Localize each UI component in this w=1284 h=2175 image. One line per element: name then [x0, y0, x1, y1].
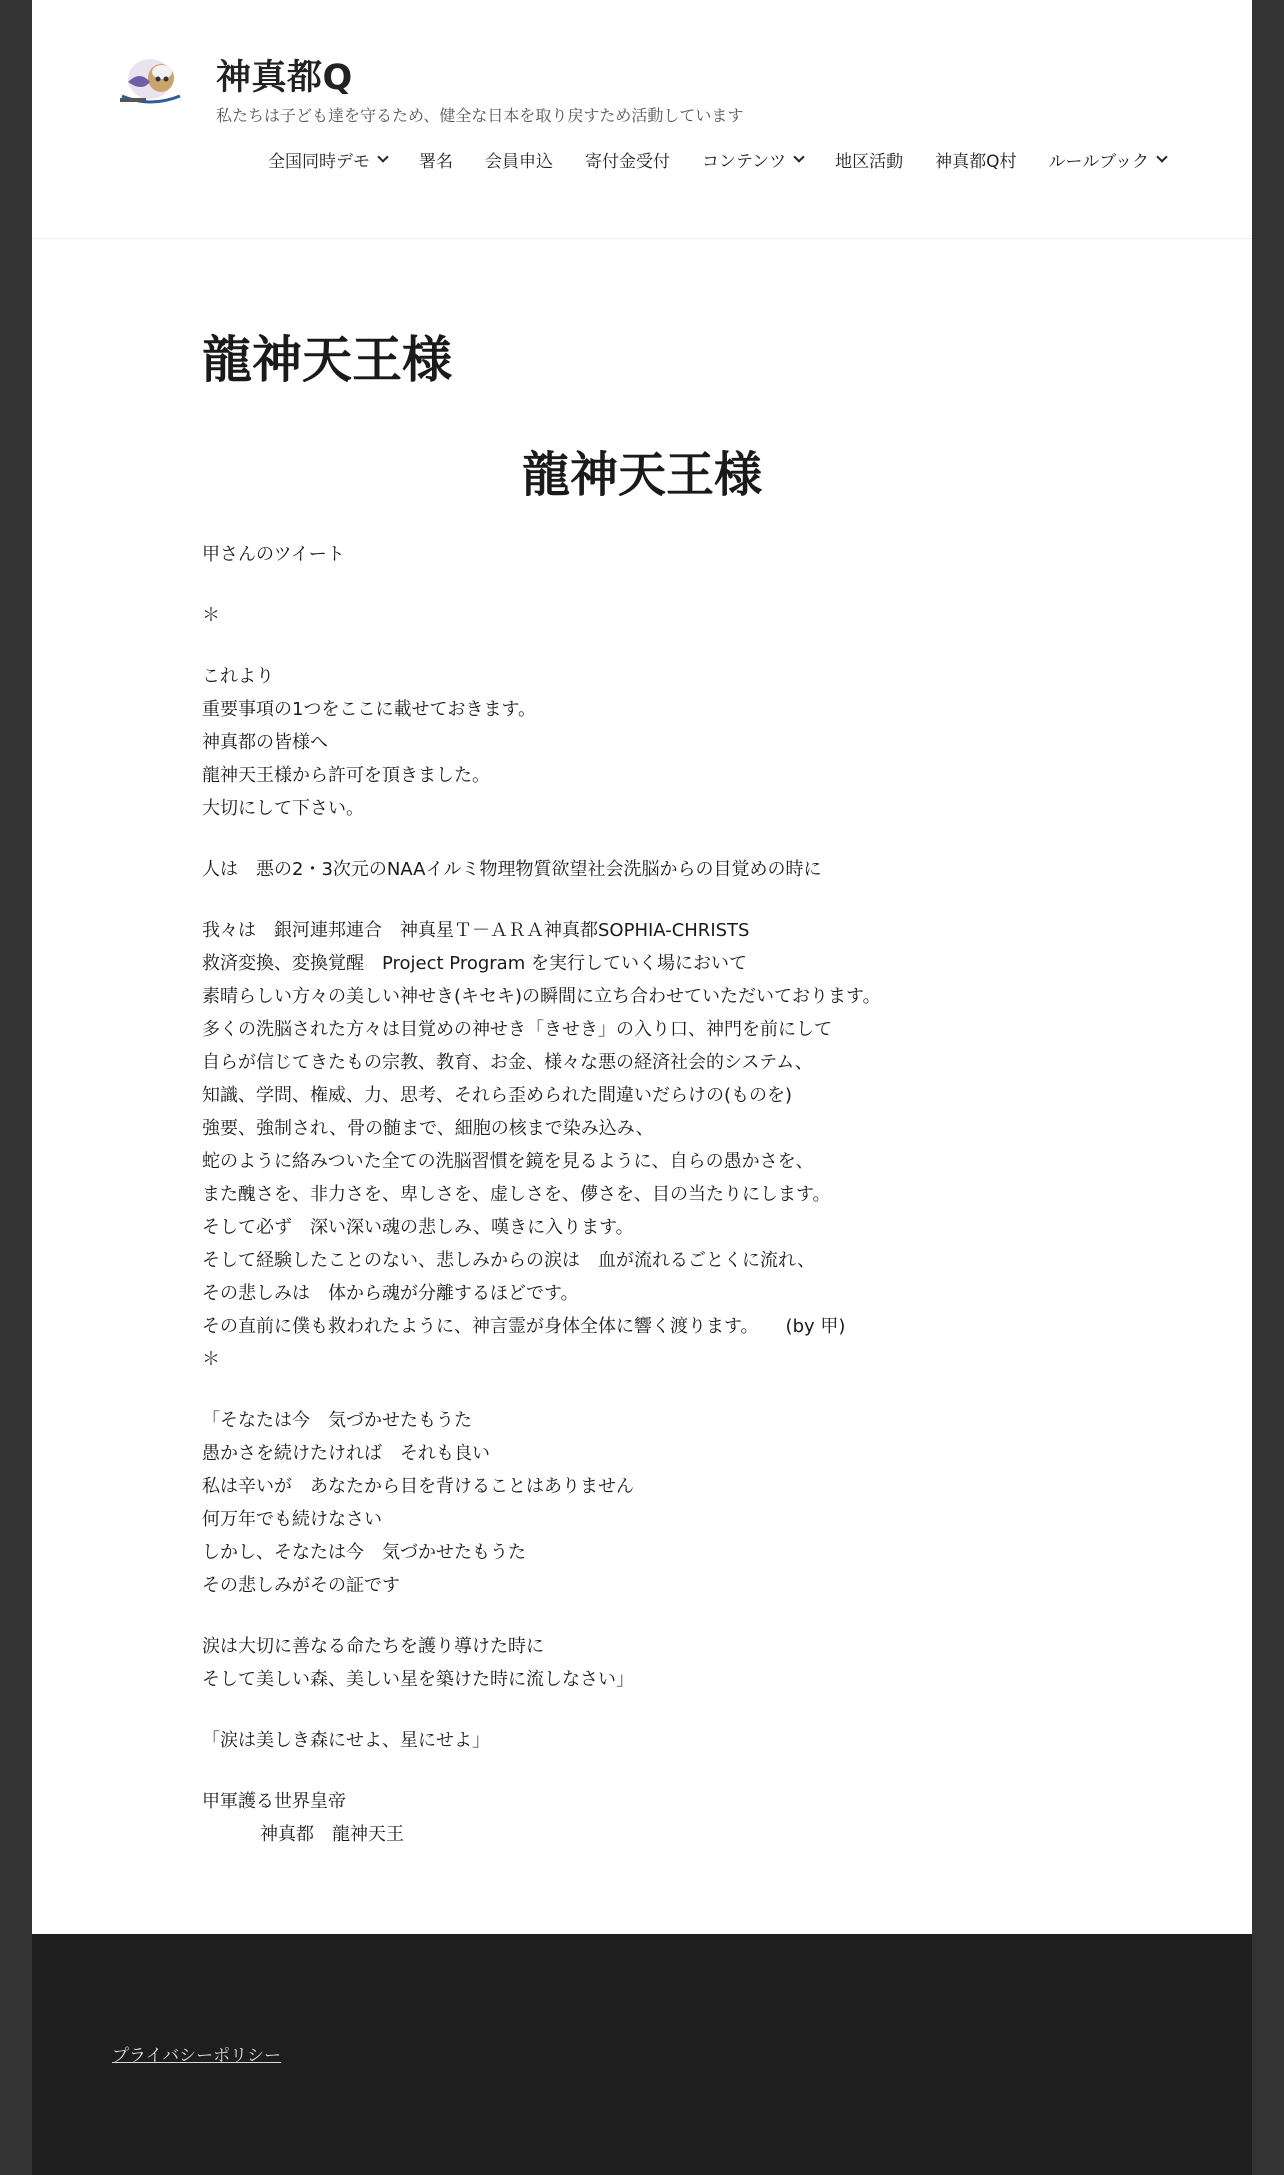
text-line: その悲しみは 体から魂が分離するほどです。: [202, 1283, 579, 1304]
chevron-down-icon: [1156, 151, 1167, 162]
article: [202, 320, 1082, 1851]
text-line: そして美しい森、美しい星を築けた時に流しなさい」: [202, 1669, 634, 1690]
nav-item-contents[interactable]: [702, 147, 803, 172]
text-line: 甲軍護る世界皇帝: [202, 1791, 346, 1812]
nav-item-village[interactable]: [935, 147, 1016, 172]
text-line: これより: [202, 666, 274, 687]
article-paragraph: [202, 538, 1082, 571]
text-line: その直前に僕も救われたように、神言霊が身体全体に響く渡ります。 (by 甲): [202, 1316, 846, 1337]
site-title[interactable]: 神真都Q: [216, 58, 353, 98]
article-paragraph: [202, 1630, 1082, 1696]
chevron-down-icon: [377, 151, 388, 162]
main-nav: [268, 146, 1166, 172]
text-line: 「涙は美しき森にせよ、星にせよ」: [202, 1730, 490, 1751]
site-footer: [32, 1934, 1252, 2175]
page: [32, 0, 1252, 2175]
text-line: 涙は大切に善なる命たちを護り導けた時に: [202, 1636, 544, 1657]
text-line: 何万年でも続けなさい: [202, 1509, 382, 1530]
text-line: 愚かさを続けたければ それも良い: [202, 1443, 490, 1464]
nav-item-label: 寄付金受付: [585, 151, 670, 172]
nav-item-rulebook[interactable]: [1049, 147, 1166, 172]
text-line: また醜さを、非力さを、卑しさを、虚しさを、儚さを、目の当たりにします。: [202, 1184, 831, 1205]
site-logo[interactable]: [116, 52, 188, 106]
text-line: 蛇のように絡みついた全ての洗脳習慣を鏡を見るように、自らの愚かさを、: [202, 1151, 814, 1172]
text-line: 強要、強制され、骨の髄まで、細胞の核まで染み込み、: [202, 1118, 654, 1139]
article-paragraph: [202, 660, 1082, 825]
article-body: [202, 538, 1082, 1851]
article-paragraph: [202, 914, 1082, 1376]
nav-item-label: コンテンツ: [702, 151, 787, 172]
text-line: 素晴らしい方々の美しい神せき(キセキ)の瞬間に立ち合わせていただいております。: [202, 986, 881, 1007]
nav-item-membership[interactable]: [485, 147, 553, 172]
site-description: 私たちは子ども達を守るため、健全な日本を取り戻すため活動しています: [216, 106, 744, 125]
nav-item-regional-activity[interactable]: [835, 147, 903, 172]
signature: 神真都 龍神天王: [260, 1824, 404, 1845]
nav-item-label: 全国同時デモ: [268, 151, 370, 172]
nav-item-label: ルールブック: [1048, 151, 1150, 172]
text-line: ＊: [202, 605, 220, 626]
text-line: 私は辛いが あなたから目を背けることはありません: [202, 1476, 634, 1497]
text-line: 重要事項の1つをここに載せておきます。: [202, 699, 537, 720]
text-line: 「そなたは今 気づかせたもうた: [202, 1410, 472, 1431]
text-line: そして必ず 深い深い魂の悲しみ、嘆きに入ります。: [202, 1217, 634, 1238]
nav-item-donation[interactable]: [585, 147, 670, 172]
article-paragraph: [202, 599, 1082, 632]
text-line: 人は 悪の2・3次元のNAAイルミ物理物質欲望社会洗脳からの目覚めの時に: [202, 859, 822, 880]
article-paragraph: [202, 853, 1082, 886]
text-line: ＊: [202, 1349, 220, 1370]
nav-item-label: 会員申込: [485, 151, 553, 172]
text-line: 大切にして下さい。: [202, 798, 364, 819]
page-title: 龍神天王様: [202, 331, 452, 389]
article-paragraph: [202, 1724, 1082, 1757]
chevron-down-icon: [793, 151, 804, 162]
text-line: 龍神天王様から許可を頂きました。: [202, 765, 490, 786]
privacy-policy-link[interactable]: プライバシーポリシー: [112, 2046, 282, 2066]
nav-item-label: 署名: [419, 151, 453, 172]
text-line: 自らが信じてきたもの宗教、教育、お金、様々な悪の経済社会的システム、: [202, 1052, 813, 1073]
text-line: 神真都の皆様へ: [202, 732, 328, 753]
article-heading: 龍神天王様: [521, 447, 762, 503]
text-line: 我々は 銀河連邦連合 神真星Ｔ－ＡＲＡ神真都SOPHIA-CHRISTS: [202, 920, 750, 941]
text-line: 救済変換、変換覚醒 Project Program を実行していく場において: [202, 953, 747, 974]
text-line: 多くの洗脳された方々は目覚めの神せき「きせき」の入り口、神門を前にして: [202, 1019, 832, 1040]
text-line: そして経験したことのない、悲しみからの涙は 血が流れるごとくに流れ、: [202, 1250, 816, 1271]
site-header: [32, 0, 1252, 239]
nav-item-signature[interactable]: [419, 147, 453, 172]
text-line: 甲さんのツイート: [202, 544, 345, 565]
text-line: 知識、学問、権威、力、思考、それら歪められた間違いだらけの(ものを): [202, 1085, 793, 1106]
nav-item-label: 神真都Q村: [935, 151, 1017, 172]
article-paragraph: [202, 1404, 1082, 1602]
nav-item-label: 地区活動: [835, 151, 904, 172]
text-line: しかし、そなたは今 気づかせたもうた: [202, 1542, 526, 1563]
article-paragraph: [202, 1785, 1082, 1851]
nav-item-nationwide-demo[interactable]: [268, 147, 387, 172]
text-line: その悲しみがその証です: [202, 1575, 400, 1596]
